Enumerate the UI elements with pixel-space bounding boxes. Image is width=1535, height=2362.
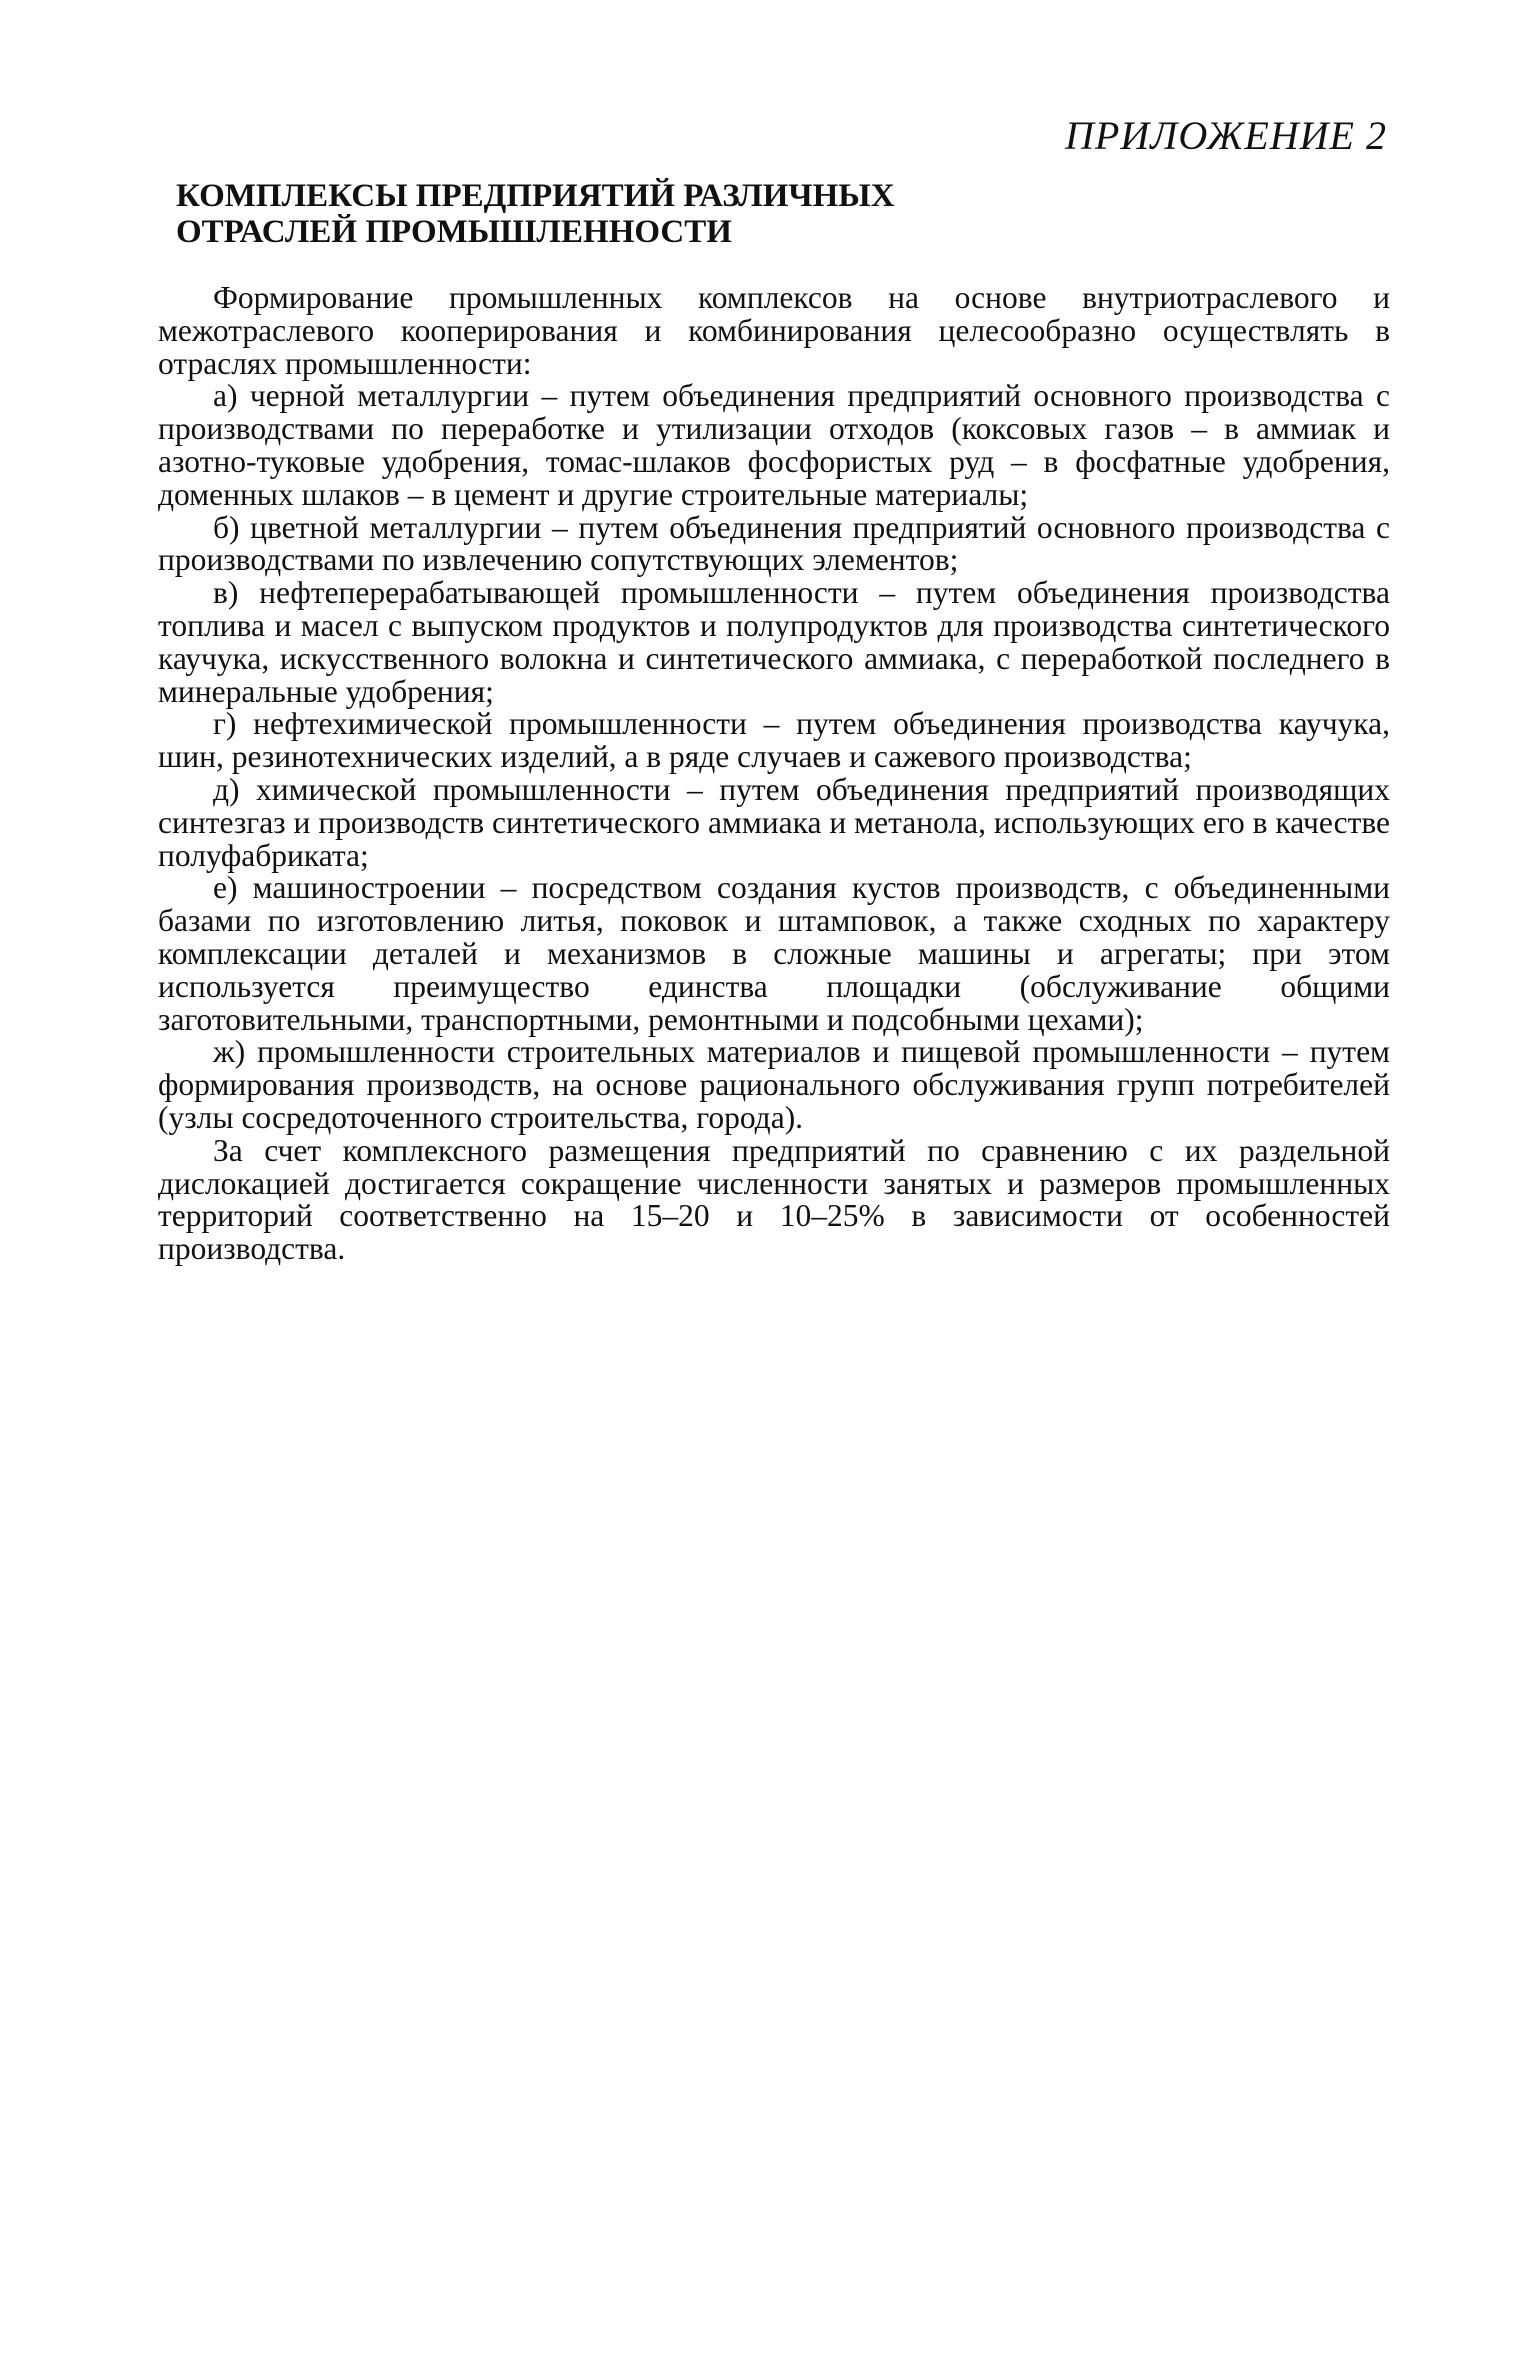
list-item-zh: ж) промышленности строительных материалов и пищевой промышленности – путем формирования производств, на основе рационального обслуживания групп потребителей (узлы сосредоточенного строительства, города). bbox=[158, 1034, 1390, 1135]
list-item-b: б) цветной металлургии – путем объединения предприятий основного производства с производствами по извлечению сопутствующих элементов; bbox=[158, 509, 1390, 578]
title-line: ОТРАСЛЕЙ ПРОМЫШЛЕННОСТИ bbox=[176, 214, 732, 250]
list-item-g: г) нефтехимической промышленности – путем объединения производства каучука, шин, резинотехнических изделий, а в ряде случаев и сажевого производства; bbox=[158, 706, 1390, 775]
page-title bbox=[176, 178, 1076, 250]
body-text bbox=[158, 282, 1390, 1266]
title-line: КОМПЛЕКСЫ ПРЕДПРИЯТИЙ РАЗЛИЧНЫХ bbox=[176, 178, 895, 214]
list-item-d: д) химической промышленности – путем объединения предприятий производящих синтезгаз и производств синтетического аммиака и метанола, использующих его в качестве полуфабриката; bbox=[158, 771, 1390, 873]
intro-paragraph: Формирование промышленных комплексов на основе внутриотраслевого и межотраслевого кооперирования и комбинирования целесообразно осуществлять в отраслях промышленности: bbox=[158, 280, 1390, 381]
list-item-e: е) машиностроении – посредством создания кустов производств, с объединенными базами по изготовлению литья, поковок и штамповок, а также сходных по характеру комплексации деталей и механизмов в сложные машины и агрегаты; при этом используется преимущество единства площадки (обслуживание общими заготовительными, транспортными, ремонтными и подсобными цехами); bbox=[158, 870, 1390, 1037]
list-item-a: а) черной металлургии – путем объединения предприятий основного производства с производствами по переработке и утилизации отходов (коксовых газов – в аммиак и азотно-туковые удобрения, томас-шлаков фосфористых руд – в фосфатные удобрения, доменных шлаков – в цемент и другие строительные материалы; bbox=[158, 378, 1390, 512]
conclusion-paragraph: За счет комплексного размещения предприятий по сравнению с их раздельной дислокацией достигается сокращение численности занятых и размеров промышленных территорий соответственно на 15–20 и 10–25% в зависимости от особенностей производства. bbox=[158, 1132, 1390, 1267]
appendix-label: ПРИЛОЖЕНИЕ 2 bbox=[1065, 113, 1387, 158]
list-item-v: в) нефтеперерабатывающей промышленности – путем объединения производства топлива и масел с выпуском продуктов и полупродуктов для производства синтетического каучука, искусственного волокна и синтетического аммиака, с переработкой последнего в минеральные удобрения; bbox=[158, 575, 1390, 709]
